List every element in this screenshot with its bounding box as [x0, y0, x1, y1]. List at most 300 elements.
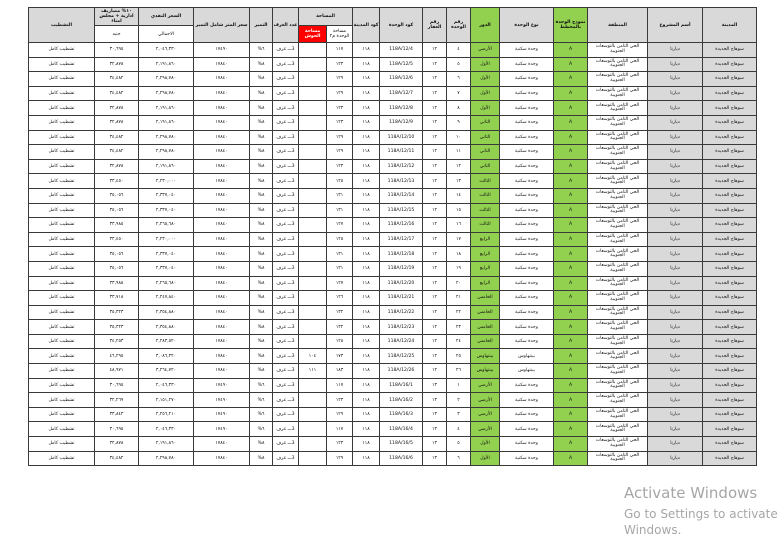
cell-finish[interactable]: تشطيب كامل: [29, 145, 95, 160]
cell-area[interactable]: ١٣٢: [327, 320, 353, 335]
cell-ppm[interactable]: ١٧٨٤٠: [194, 218, 250, 233]
cell-model[interactable]: A: [554, 276, 588, 291]
cell-floor[interactable]: الأول: [471, 451, 500, 466]
cell-code[interactable]: 118A/12/20: [380, 276, 423, 291]
cell-total[interactable]: ٢,٢٤٧,٨٤٠: [139, 291, 194, 306]
cell-garden[interactable]: [299, 320, 327, 335]
cell-city-code[interactable]: ١١٨: [353, 261, 380, 276]
cell-garden[interactable]: ١١١: [299, 364, 327, 379]
cell-area[interactable]: ١٢٣: [327, 437, 353, 452]
cell-garden[interactable]: [299, 86, 327, 101]
cell-finish[interactable]: تشطيب كامل: [29, 393, 95, 408]
cell-model[interactable]: A: [554, 159, 588, 174]
cell-area[interactable]: ١٧٣: [327, 349, 353, 364]
cell-city-code[interactable]: ١١٨: [353, 203, 380, 218]
cell-garden[interactable]: [299, 203, 327, 218]
cell-rooms[interactable]: 3ـــ غرف: [273, 218, 299, 233]
cell-area[interactable]: ١٢٩: [327, 145, 353, 160]
cell-city[interactable]: سوهاج الجديدة: [703, 101, 757, 116]
cell-building[interactable]: ١٣: [423, 437, 447, 452]
cell-finish[interactable]: تشطيب كامل: [29, 320, 95, 335]
cell-building[interactable]: ١٢: [423, 349, 447, 364]
cell-region[interactable]: الحي الثامن بالتوسعات الجنوبية: [588, 393, 648, 408]
cell-region[interactable]: الحي الثامن بالتوسعات الجنوبية: [588, 43, 648, 58]
cell-city[interactable]: سوهاج الجديدة: [703, 291, 757, 306]
cell-area[interactable]: ١٣١: [327, 188, 353, 203]
cell-city[interactable]: سوهاج الجديدة: [703, 276, 757, 291]
cell-unit[interactable]: ١٠: [447, 130, 471, 145]
cell-ppm[interactable]: ١٧٨٤٠: [194, 86, 250, 101]
cell-rooms[interactable]: 3ـــ غرف: [273, 320, 299, 335]
cell-prem[interactable]: ٨%: [250, 57, 273, 72]
cell-region[interactable]: الحي الثامن بالتوسعات الجنوبية: [588, 130, 648, 145]
cell-total[interactable]: ٢,٣٣٧,٠٤٠: [139, 188, 194, 203]
cell-finish[interactable]: تشطيب كامل: [29, 86, 95, 101]
cell-prem[interactable]: ٨%: [250, 305, 273, 320]
table-row[interactable]: [29, 130, 757, 145]
cell-garden[interactable]: [299, 378, 327, 393]
cell-floor[interactable]: الرابع: [471, 276, 500, 291]
table-row[interactable]: [29, 407, 757, 422]
cell-project[interactable]: ديارنا: [648, 159, 703, 174]
cell-finish[interactable]: تشطيب كامل: [29, 261, 95, 276]
cell-building[interactable]: ١٣: [423, 378, 447, 393]
cell-unit[interactable]: ٨: [447, 101, 471, 116]
cell-unit[interactable]: ٢٠: [447, 276, 471, 291]
cell-garden[interactable]: [299, 145, 327, 160]
cell-type[interactable]: وحدة سكنية: [500, 232, 554, 247]
cell-prem[interactable]: ٨%: [250, 437, 273, 452]
cell-city[interactable]: سوهاج الجديدة: [703, 218, 757, 233]
cell-prem[interactable]: ٨%: [250, 86, 273, 101]
cell-fee[interactable]: ٣٤,٤٨٢: [95, 451, 139, 466]
cell-finish[interactable]: تشطيب كامل: [29, 305, 95, 320]
cell-ppm[interactable]: ١٧٨٤٠: [194, 188, 250, 203]
cell-code[interactable]: 118A/12/6: [380, 72, 423, 87]
cell-rooms[interactable]: 3ـــ غرف: [273, 422, 299, 437]
cell-city-code[interactable]: ١١٨: [353, 174, 380, 189]
cell-prem[interactable]: ٨%: [250, 232, 273, 247]
cell-area[interactable]: ١١٧: [327, 378, 353, 393]
cell-prem[interactable]: ٨%: [250, 130, 273, 145]
cell-type[interactable]: وحدة سكنية: [500, 145, 554, 160]
cell-project[interactable]: ديارنا: [648, 422, 703, 437]
cell-rooms[interactable]: 3ـــ غرف: [273, 72, 299, 87]
cell-code[interactable]: 118A/12/24: [380, 334, 423, 349]
cell-finish[interactable]: تشطيب كامل: [29, 130, 95, 145]
cell-type[interactable]: وحدة سكنية: [500, 86, 554, 101]
cell-city-code[interactable]: ١١٨: [353, 451, 380, 466]
cell-area[interactable]: ١١٧: [327, 43, 353, 58]
cell-garden[interactable]: [299, 393, 327, 408]
cell-rooms[interactable]: 3ـــ غرف: [273, 145, 299, 160]
cell-city-code[interactable]: ١١٨: [353, 218, 380, 233]
cell-rooms[interactable]: 3ـــ غرف: [273, 437, 299, 452]
cell-type[interactable]: وحدة سكنية: [500, 291, 554, 306]
cell-project[interactable]: ديارنا: [648, 291, 703, 306]
cell-area[interactable]: ١٢٨: [327, 334, 353, 349]
cell-unit[interactable]: ١: [447, 378, 471, 393]
cell-unit[interactable]: ١٦: [447, 218, 471, 233]
cell-rooms[interactable]: 3ـــ غرف: [273, 232, 299, 247]
cell-finish[interactable]: تشطيب كامل: [29, 364, 95, 379]
cell-rooms[interactable]: 3ـــ غرف: [273, 203, 299, 218]
cell-city[interactable]: سوهاج الجديدة: [703, 57, 757, 72]
cell-project[interactable]: ديارنا: [648, 57, 703, 72]
cell-garden[interactable]: [299, 57, 327, 72]
cell-area[interactable]: ١٢٩: [327, 130, 353, 145]
cell-city[interactable]: سوهاج الجديدة: [703, 349, 757, 364]
table-row[interactable]: [29, 159, 757, 174]
cell-code[interactable]: 118A/12/19: [380, 261, 423, 276]
cell-area[interactable]: ١٢٣: [327, 393, 353, 408]
cell-type[interactable]: وحدة سكنية: [500, 320, 554, 335]
cell-building[interactable]: ١٢: [423, 247, 447, 262]
cell-city-code[interactable]: ١١٨: [353, 305, 380, 320]
cell-project[interactable]: ديارنا: [648, 437, 703, 452]
cell-ppm[interactable]: ١٧٨٤٠: [194, 334, 250, 349]
cell-ppm[interactable]: ١٧٨٤٠: [194, 174, 250, 189]
cell-city-code[interactable]: ١١٨: [353, 115, 380, 130]
cell-city-code[interactable]: ١١٨: [353, 57, 380, 72]
cell-garden[interactable]: [299, 334, 327, 349]
cell-city[interactable]: سوهاج الجديدة: [703, 437, 757, 452]
cell-finish[interactable]: تشطيب كامل: [29, 115, 95, 130]
cell-building[interactable]: ١٢: [423, 101, 447, 116]
cell-model[interactable]: A: [554, 232, 588, 247]
cell-rooms[interactable]: 3ـــ غرف: [273, 364, 299, 379]
cell-finish[interactable]: تشطيب كامل: [29, 57, 95, 72]
cell-rooms[interactable]: 3ـــ غرف: [273, 101, 299, 116]
cell-model[interactable]: A: [554, 291, 588, 306]
cell-garden[interactable]: [299, 305, 327, 320]
cell-type[interactable]: وحدة سكنية: [500, 188, 554, 203]
table-row[interactable]: [29, 57, 757, 72]
cell-finish[interactable]: تشطيب كامل: [29, 188, 95, 203]
cell-unit[interactable]: ٦: [447, 451, 471, 466]
cell-model[interactable]: A: [554, 86, 588, 101]
cell-area[interactable]: ١٢٦: [327, 291, 353, 306]
cell-code[interactable]: 118A/12/8: [380, 101, 423, 116]
cell-garden[interactable]: [299, 232, 327, 247]
cell-rooms[interactable]: 3ـــ غرف: [273, 43, 299, 58]
table-row[interactable]: [29, 320, 757, 335]
cell-region[interactable]: الحي الثامن بالتوسعات الجنوبية: [588, 349, 648, 364]
cell-model[interactable]: A: [554, 72, 588, 87]
cell-ppm[interactable]: ١٧٨٤٠: [194, 57, 250, 72]
cell-rooms[interactable]: 3ـــ غرف: [273, 349, 299, 364]
cell-building[interactable]: ١٢: [423, 261, 447, 276]
cell-building[interactable]: ١٢: [423, 115, 447, 130]
cell-city[interactable]: سوهاج الجديدة: [703, 145, 757, 160]
cell-floor[interactable]: الخامس: [471, 334, 500, 349]
cell-fee[interactable]: ٤٨,٩٧١: [95, 364, 139, 379]
cell-type[interactable]: وحدة سكنية: [500, 437, 554, 452]
cell-floor[interactable]: الأرضي: [471, 378, 500, 393]
cell-garden[interactable]: [299, 159, 327, 174]
cell-ppm[interactable]: ١٧٤٩٠: [194, 393, 250, 408]
cell-fee[interactable]: ٣٢,٨٧٨: [95, 437, 139, 452]
cell-model[interactable]: A: [554, 188, 588, 203]
cell-floor[interactable]: الأول: [471, 101, 500, 116]
cell-fee[interactable]: ٣٤,٤٨٢: [95, 130, 139, 145]
cell-unit[interactable]: ٢٤: [447, 334, 471, 349]
cell-area[interactable]: ١٢٩: [327, 86, 353, 101]
cell-type[interactable]: بينتهاوس: [500, 349, 554, 364]
cell-prem[interactable]: ٨%: [250, 159, 273, 174]
cell-total[interactable]: ٢,٣٣٧,٠٤٠: [139, 203, 194, 218]
table-row[interactable]: [29, 422, 757, 437]
table-row[interactable]: [29, 291, 757, 306]
cell-total[interactable]: ٢,٢٦٥,٦٨٠: [139, 218, 194, 233]
cell-building[interactable]: ١٣: [423, 407, 447, 422]
cell-project[interactable]: ديارنا: [648, 101, 703, 116]
cell-region[interactable]: الحي الثامن بالتوسعات الجنوبية: [588, 86, 648, 101]
cell-city-code[interactable]: ١١٨: [353, 276, 380, 291]
cell-region[interactable]: الحي الثامن بالتوسعات الجنوبية: [588, 232, 648, 247]
cell-finish[interactable]: تشطيب كامل: [29, 101, 95, 116]
cell-city-code[interactable]: ١١٨: [353, 437, 380, 452]
cell-garden[interactable]: [299, 218, 327, 233]
cell-total[interactable]: ٢,٢٩٨,٧٨٠: [139, 130, 194, 145]
cell-garden[interactable]: [299, 276, 327, 291]
cell-unit[interactable]: ٢٢: [447, 305, 471, 320]
cell-city-code[interactable]: ١١٨: [353, 422, 380, 437]
cell-model[interactable]: A: [554, 101, 588, 116]
cell-city[interactable]: سوهاج الجديدة: [703, 43, 757, 58]
cell-total[interactable]: ٢,٢٩٨,٧٨٠: [139, 451, 194, 466]
cell-garden[interactable]: [299, 261, 327, 276]
cell-city-code[interactable]: ١١٨: [353, 130, 380, 145]
cell-region[interactable]: الحي الثامن بالتوسعات الجنوبية: [588, 145, 648, 160]
cell-area[interactable]: ١١٧: [327, 422, 353, 437]
cell-building[interactable]: ١٢: [423, 291, 447, 306]
cell-total[interactable]: ٣,٢٦٤,٧٢٠: [139, 364, 194, 379]
cell-region[interactable]: الحي الثامن بالتوسعات الجنوبية: [588, 57, 648, 72]
cell-project[interactable]: ديارنا: [648, 174, 703, 189]
cell-fee[interactable]: ٣٠,٦٩٥: [95, 422, 139, 437]
cell-area[interactable]: ١٣١: [327, 261, 353, 276]
cell-area[interactable]: ١٢٩: [327, 72, 353, 87]
cell-garden[interactable]: [299, 43, 327, 58]
cell-total[interactable]: ٢,٣٥٤,٨٨٠: [139, 305, 194, 320]
cell-model[interactable]: A: [554, 437, 588, 452]
cell-city-code[interactable]: ١١٨: [353, 86, 380, 101]
cell-type[interactable]: وحدة سكنية: [500, 43, 554, 58]
cell-code[interactable]: 118A/16/3: [380, 407, 423, 422]
cell-project[interactable]: ديارنا: [648, 349, 703, 364]
cell-type[interactable]: وحدة سكنية: [500, 247, 554, 262]
table-row[interactable]: [29, 451, 757, 466]
cell-ppm[interactable]: ١٧٨٤٠: [194, 320, 250, 335]
cell-fee[interactable]: ٣٣,٧١٨: [95, 291, 139, 306]
cell-finish[interactable]: تشطيب كامل: [29, 334, 95, 349]
cell-unit[interactable]: ٢١: [447, 291, 471, 306]
cell-model[interactable]: A: [554, 261, 588, 276]
cell-garden[interactable]: [299, 188, 327, 203]
cell-prem[interactable]: ٨%: [250, 261, 273, 276]
cell-type[interactable]: وحدة سكنية: [500, 451, 554, 466]
table-row[interactable]: [29, 334, 757, 349]
cell-total[interactable]: ٢,١٩١,٨٦٠: [139, 101, 194, 116]
cell-area[interactable]: ١٣٢: [327, 305, 353, 320]
cell-type[interactable]: وحدة سكنية: [500, 130, 554, 145]
cell-model[interactable]: A: [554, 130, 588, 145]
cell-prem[interactable]: ٨%: [250, 451, 273, 466]
cell-fee[interactable]: ٣٤,٤٨٢: [95, 72, 139, 87]
cell-floor[interactable]: الرابع: [471, 261, 500, 276]
cell-region[interactable]: الحي الثامن بالتوسعات الجنوبية: [588, 72, 648, 87]
cell-type[interactable]: وحدة سكنية: [500, 174, 554, 189]
cell-ppm[interactable]: ١٧٤٩٠: [194, 43, 250, 58]
cell-prem[interactable]: ٦%: [250, 393, 273, 408]
cell-fee[interactable]: ٣٥,٣٢٣: [95, 320, 139, 335]
cell-total[interactable]: ٢,٣٣٧,٠٤٠: [139, 261, 194, 276]
cell-finish[interactable]: تشطيب كامل: [29, 349, 95, 364]
cell-ppm[interactable]: ١٧٨٤٠: [194, 159, 250, 174]
cell-unit[interactable]: ١٣: [447, 174, 471, 189]
cell-prem[interactable]: ٨%: [250, 174, 273, 189]
cell-total[interactable]: ٢,١٩١,٨٦٠: [139, 437, 194, 452]
cell-total[interactable]: ٢,١٩١,٨٦٠: [139, 159, 194, 174]
cell-finish[interactable]: تشطيب كامل: [29, 232, 95, 247]
cell-ppm[interactable]: ١٧٨٤٠: [194, 276, 250, 291]
cell-finish[interactable]: تشطيب كامل: [29, 378, 95, 393]
cell-city-code[interactable]: ١١٨: [353, 232, 380, 247]
cell-region[interactable]: الحي الثامن بالتوسعات الجنوبية: [588, 218, 648, 233]
cell-rooms[interactable]: 3ـــ غرف: [273, 159, 299, 174]
cell-ppm[interactable]: ١٧٨٤٠: [194, 349, 250, 364]
cell-model[interactable]: A: [554, 407, 588, 422]
cell-area[interactable]: ١٢٣: [327, 57, 353, 72]
cell-model[interactable]: A: [554, 247, 588, 262]
cell-type[interactable]: وحدة سكنية: [500, 378, 554, 393]
cell-type[interactable]: وحدة سكنية: [500, 218, 554, 233]
cell-rooms[interactable]: 3ـــ غرف: [273, 407, 299, 422]
cell-prem[interactable]: ٦%: [250, 407, 273, 422]
cell-project[interactable]: ديارنا: [648, 115, 703, 130]
cell-floor[interactable]: الثالث: [471, 203, 500, 218]
cell-building[interactable]: ١٢: [423, 86, 447, 101]
cell-model[interactable]: A: [554, 364, 588, 379]
cell-city[interactable]: سوهاج الجديدة: [703, 261, 757, 276]
cell-code[interactable]: 118A/12/15: [380, 203, 423, 218]
cell-total[interactable]: ٢,٠٤٦,٣٣٠: [139, 378, 194, 393]
cell-fee[interactable]: ٣٥,٠٥٦: [95, 247, 139, 262]
cell-city-code[interactable]: ١١٨: [353, 393, 380, 408]
cell-prem[interactable]: ٨%: [250, 115, 273, 130]
cell-total[interactable]: ٢,١٩١,٨٦٠: [139, 57, 194, 72]
cell-city[interactable]: سوهاج الجديدة: [703, 334, 757, 349]
cell-city-code[interactable]: ١١٨: [353, 159, 380, 174]
cell-rooms[interactable]: 3ـــ غرف: [273, 451, 299, 466]
cell-project[interactable]: ديارنا: [648, 393, 703, 408]
cell-area[interactable]: ١٢٧: [327, 218, 353, 233]
cell-model[interactable]: A: [554, 43, 588, 58]
cell-project[interactable]: ديارنا: [648, 320, 703, 335]
cell-city[interactable]: سوهاج الجديدة: [703, 320, 757, 335]
cell-fee[interactable]: ٣٥,٠٥٦: [95, 188, 139, 203]
cell-fee[interactable]: ٣٣,٩٨٥: [95, 276, 139, 291]
cell-city[interactable]: سوهاج الجديدة: [703, 247, 757, 262]
cell-unit[interactable]: ٢٥: [447, 349, 471, 364]
cell-city-code[interactable]: ١١٨: [353, 320, 380, 335]
cell-unit[interactable]: ١٤: [447, 188, 471, 203]
cell-city[interactable]: سوهاج الجديدة: [703, 72, 757, 87]
cell-region[interactable]: الحي الثامن بالتوسعات الجنوبية: [588, 203, 648, 218]
cell-code[interactable]: 118A/12/12: [380, 159, 423, 174]
cell-city-code[interactable]: ١١٨: [353, 378, 380, 393]
cell-fee[interactable]: ٣٥,٠٥٦: [95, 261, 139, 276]
cell-city-code[interactable]: ١١٨: [353, 101, 380, 116]
cell-project[interactable]: ديارنا: [648, 86, 703, 101]
cell-ppm[interactable]: ١٧٨٤٠: [194, 72, 250, 87]
cell-building[interactable]: ١٢: [423, 43, 447, 58]
cell-prem[interactable]: ٦%: [250, 378, 273, 393]
cell-ppm[interactable]: ١٧٨٤٠: [194, 451, 250, 466]
cell-city-code[interactable]: ١١٨: [353, 364, 380, 379]
cell-fee[interactable]: ٣٣,٤٥٠: [95, 174, 139, 189]
cell-ppm[interactable]: ١٧٨٤٠: [194, 261, 250, 276]
cell-code[interactable]: 118A/16/2: [380, 393, 423, 408]
cell-fee[interactable]: ٣٣,٩٨٥: [95, 218, 139, 233]
cell-fee[interactable]: ٣٣,٤٥٠: [95, 232, 139, 247]
table-row[interactable]: [29, 349, 757, 364]
cell-type[interactable]: وحدة سكنية: [500, 305, 554, 320]
cell-finish[interactable]: تشطيب كامل: [29, 451, 95, 466]
cell-finish[interactable]: تشطيب كامل: [29, 218, 95, 233]
cell-finish[interactable]: تشطيب كامل: [29, 422, 95, 437]
cell-code[interactable]: 118A/12/17: [380, 232, 423, 247]
cell-project[interactable]: ديارنا: [648, 130, 703, 145]
cell-project[interactable]: ديارنا: [648, 72, 703, 87]
cell-project[interactable]: ديارنا: [648, 334, 703, 349]
cell-city-code[interactable]: ١١٨: [353, 43, 380, 58]
cell-city[interactable]: سوهاج الجديدة: [703, 305, 757, 320]
cell-fee[interactable]: ٤٦,٢٩٥: [95, 349, 139, 364]
cell-region[interactable]: الحي الثامن بالتوسعات الجنوبية: [588, 422, 648, 437]
cell-floor[interactable]: الخامس: [471, 320, 500, 335]
cell-garden[interactable]: [299, 101, 327, 116]
cell-total[interactable]: ٢,٢٥٦,٢١٠: [139, 407, 194, 422]
cell-code[interactable]: 118A/12/5: [380, 57, 423, 72]
cell-prem[interactable]: ٨%: [250, 276, 273, 291]
table-row[interactable]: [29, 232, 757, 247]
cell-fee[interactable]: ٣٠,٦٩٥: [95, 378, 139, 393]
cell-building[interactable]: ١٢: [423, 130, 447, 145]
table-row[interactable]: [29, 203, 757, 218]
cell-project[interactable]: ديارنا: [648, 451, 703, 466]
table-row[interactable]: [29, 188, 757, 203]
cell-ppm[interactable]: ١٧٤٩٠: [194, 407, 250, 422]
cell-unit[interactable]: ٢٣: [447, 320, 471, 335]
cell-city[interactable]: سوهاج الجديدة: [703, 378, 757, 393]
cell-region[interactable]: الحي الثامن بالتوسعات الجنوبية: [588, 115, 648, 130]
cell-rooms[interactable]: 3ـــ غرف: [273, 276, 299, 291]
cell-model[interactable]: A: [554, 334, 588, 349]
cell-finish[interactable]: تشطيب كامل: [29, 159, 95, 174]
cell-unit[interactable]: ٣: [447, 407, 471, 422]
cell-city-code[interactable]: ١١٨: [353, 291, 380, 306]
cell-ppm[interactable]: ١٧٨٤٠: [194, 305, 250, 320]
cell-model[interactable]: A: [554, 305, 588, 320]
table-row[interactable]: [29, 218, 757, 233]
cell-project[interactable]: ديارنا: [648, 407, 703, 422]
cell-unit[interactable]: ١٩: [447, 261, 471, 276]
table-row[interactable]: [29, 72, 757, 87]
cell-code[interactable]: 118A/12/11: [380, 145, 423, 160]
cell-fee[interactable]: ٣٥,٠٥٦: [95, 203, 139, 218]
